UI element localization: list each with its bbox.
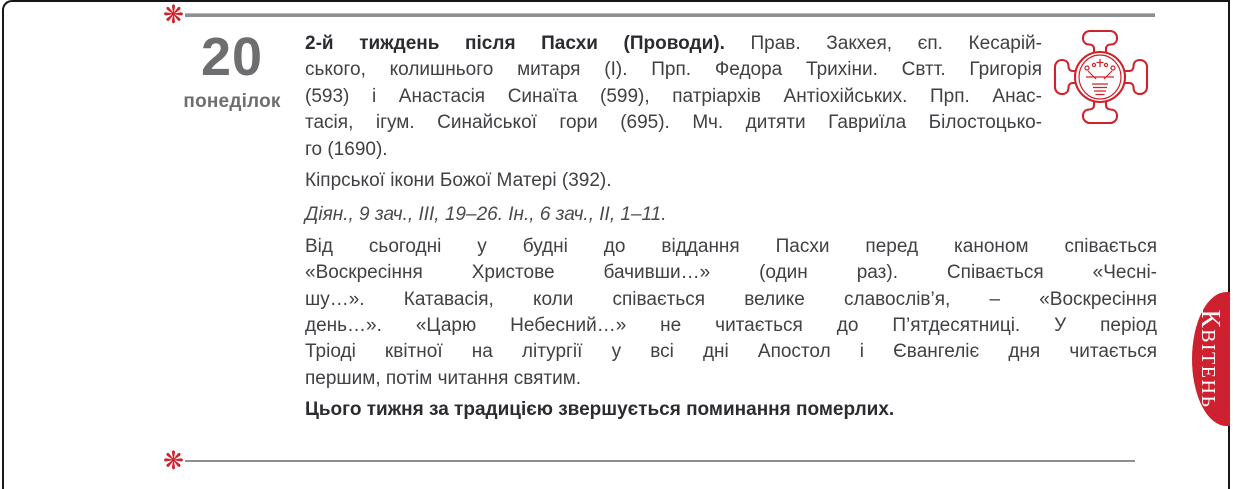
feast-paragraph [305,31,1042,163]
month-tab-label: КВІТЕНЬ [1196,309,1226,409]
calendar-entry-text [305,31,1157,424]
date-block [166,27,298,113]
text-line: першим, потім читання святим. [305,367,582,389]
top-divider [163,2,1155,28]
liturgical-rubrics [305,234,1157,392]
cross-seal-icon [1050,26,1150,128]
day-number: 20 [200,27,264,87]
text-line: день…». «Царю Небесний…» не читається до П’ятдесятниці. У період [305,315,1157,337]
text-line: Кіпрської ікони Божої Матері (392). [305,170,612,192]
text-line: Діян., 9 зач., ІІІ, 19–26. Ін., 6 зач., ІІ, 1–11. [305,204,667,226]
divider-line [185,460,1135,462]
divider-line [185,13,1155,17]
flower-cross-ornament-icon: ❋ [163,446,184,475]
text-line: (593) і Анастасія Синаїта (599), патріархів Антіохійських. Прп. Анас- [305,85,1042,107]
flower-cross-ornament-icon: ❋ [163,0,184,29]
scripture-readings [305,202,1157,228]
tradition-note [305,397,1157,423]
text-line: Цього тижня за традицією звершується поминання померлих. [305,399,895,421]
text-line: тасія, ігум. Синайської гори (695). Мч. дитяти Гавриїла Білостоцько- [305,112,1042,134]
text-line: «Воскресіння Христове бачивши…» (один раз). Співається «Чесні- [305,262,1157,284]
text-line: Від сьогодні у будні до віддання Пасхи перед каноном співається [305,235,1157,257]
text-line: ського, колишнього митаря (І). Прп. Федора Трихіни. Свтт. Григорія [305,59,1042,81]
text-line: 2-й тиждень після Пасхи (Проводи). Прав. Закхея, єп. Кесарій- [305,33,1042,54]
bottom-divider [163,448,1135,474]
month-tab [1192,292,1230,426]
weekday-label: понеділок [183,91,281,112]
text-line: шу…». Катавасія, коли співається велике славослів’я, – «Воскресіння [305,288,1157,310]
text-line: Тріоді квітної на літургії у всі дні Апостол і Євангеліє дня читається [305,341,1157,363]
icon-commemoration [305,168,1157,194]
text-line: го (1690). [305,138,388,160]
